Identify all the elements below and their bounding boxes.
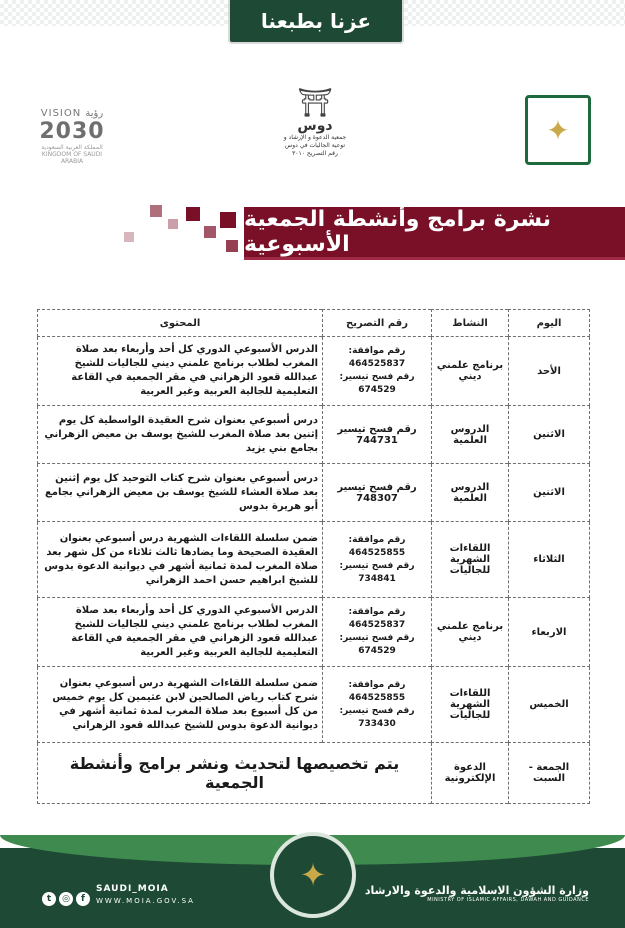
pixel-decoration: [124, 232, 134, 242]
footer-social: [96, 884, 195, 905]
license-line: 744731: [356, 434, 398, 446]
social-icons: [42, 892, 90, 906]
license-line: رقم فسح تيسير: 734841: [339, 560, 415, 584]
vision-line3: المملكة العربية السعودية KINGDOM OF SAUDI ARABIA: [41, 144, 103, 165]
activity-cell: برنامج علمني ديني: [432, 337, 509, 406]
pixel-decoration: [168, 219, 178, 229]
license-cell: [323, 464, 432, 522]
day-cell: الاربعاء: [509, 598, 590, 667]
tower-icon: ⛩: [297, 86, 333, 119]
content-cell: ضمن سلسلة اللقاءات الشهرية درس أسبوعي بعنوان شرح كتاب رياض الصالحين لابن عثيمين كل يوم خميس من كل أسبوع بعد صلاة المغرب لمدة ثمانية أشهر في ديوانية الدعوة بدوس للشيخ عبدالله قعود الزهراني: [38, 667, 323, 743]
license-line: رقم فسح تيسير: 674529: [339, 372, 415, 395]
ministry-name-english: MINISTRY OF ISLAMIC AFFAIRS, DAWAH AND GUIDANCE: [427, 897, 589, 903]
footer-ministry-name: [365, 884, 589, 903]
table-row: [38, 743, 590, 804]
banner-pattern-left: [0, 0, 228, 26]
content-cell: درس أسبوعي بعنوان شرح كتاب التوحيد كل يوم إثنين بعد صلاة العشاء للشيخ يوسف بن معيض الزهراني بجامع أبو هريرة بدوس: [38, 464, 323, 522]
dous-subtitle: جمعية الدعوة و الإرشاد و توعية الجاليات في دوس: [283, 134, 347, 149]
page-title: [244, 207, 625, 260]
license-cell: [323, 598, 432, 667]
dous-registration: رقم التصريح ٣٠١٠: [292, 150, 338, 157]
license-line: 748307: [356, 492, 398, 504]
license-line: رقم فسح تيسير: 674529: [339, 633, 415, 656]
activity-cell: اللقاءات الشهرية للجاليات: [432, 667, 509, 743]
license-cell: [323, 667, 432, 743]
schedule-table: [37, 309, 590, 804]
dous-association-logo: [280, 88, 350, 170]
activity-cell: الدروس العلمية: [432, 406, 509, 464]
license-line: رقم فسح تيسير: [337, 481, 417, 493]
activity-cell: الدروس العلمية: [432, 464, 509, 522]
weekend-note: يتم تخصيصها لتحديث ونشر برامج وأنشطة الجمعية: [38, 743, 432, 804]
license-cell: [323, 337, 432, 406]
table-row: [38, 522, 590, 598]
table-row: [38, 598, 590, 667]
vision-2030-logo: [36, 108, 108, 165]
pixel-decoration: [226, 240, 238, 252]
content-cell: الدرس الأسبوعي الدوري كل أحد وأربعاء بعد صلاة المغرب لطلاب برنامج علمني ديني للجاليات للشيخ عبدالله قعود الزهراني في مقر الجمعية في القاعة التعليمية للجالية العربية وغير العربية: [38, 598, 323, 667]
pixel-decoration: [150, 205, 162, 217]
license-line: رقم موافقة: 464525855: [348, 534, 406, 558]
website-link[interactable]: WWW.MOIA.GOV.SA: [96, 897, 195, 905]
pixel-decoration: [204, 226, 216, 238]
banner-pattern-right: [400, 0, 625, 26]
social-handle[interactable]: SAUDI_MOIA: [96, 884, 169, 894]
instagram-icon[interactable]: ◎: [59, 892, 73, 906]
slogan-text: عزنا بطبعنا: [260, 9, 372, 33]
facebook-icon[interactable]: f: [76, 892, 90, 906]
license-line: رقم فسح تيسير: 733430: [339, 705, 415, 729]
day-cell: الاثنين: [509, 406, 590, 464]
table-row: [38, 667, 590, 743]
day-cell: الجمعة - السبت: [509, 743, 590, 804]
ministry-name-arabic: وزارة الشؤون الاسلامية والدعوة والارشاد: [364, 884, 589, 897]
license-line: رقم موافقة: 464525837: [348, 607, 406, 630]
activity-cell: اللقاءات الشهرية للجاليات: [432, 522, 509, 598]
table-row: [38, 406, 590, 464]
table-header-row: [38, 310, 590, 337]
header-license: رقم التصريح: [323, 310, 432, 337]
pixel-decoration: [186, 207, 200, 221]
page-title-text: نشرة برامج وأنشطة الجمعية الأسبوعية: [244, 207, 552, 257]
license-line: رقم موافقة: 464525855: [348, 679, 406, 703]
license-cell: [323, 522, 432, 598]
footer-emblem-icon: ✦: [270, 832, 356, 918]
vision-line2: 2030: [39, 119, 105, 144]
license-line: رقم موافقة: 464525837: [348, 346, 406, 369]
header-content: المحتوى: [38, 310, 323, 337]
day-cell: الأحد: [509, 337, 590, 406]
day-cell: الثلاثاء: [509, 522, 590, 598]
day-cell: الخميس: [509, 667, 590, 743]
pixel-decoration: [220, 212, 236, 228]
dous-name: دوس: [297, 118, 333, 134]
header-activity: النشاط: [432, 310, 509, 337]
twitter-icon[interactable]: t: [42, 892, 56, 906]
day-cell: الاثنين: [509, 464, 590, 522]
slogan-banner: [228, 0, 404, 44]
activity-cell: الدعوة الإلكترونية: [432, 743, 509, 804]
table-row: [38, 337, 590, 406]
activity-cell: برنامج علمني ديني: [432, 598, 509, 667]
table-row: [38, 464, 590, 522]
content-cell: ضمن سلسلة اللقاءات الشهرية درس أسبوعي بعنوان العقيدة الصحيحة وما يضادها ثالث ثلاثاء من كل شهر بعد صلاة المغرب لمدة ثمانية أشهر في ديوانية الدعوة بدوس للشيخ ابراهيم حسن احمد الزهراني: [38, 522, 323, 598]
vision-line1: VISION رؤية: [40, 108, 104, 119]
ministry-emblem-icon: ✦: [525, 95, 591, 165]
content-cell: درس أسبوعي بعنوان شرح العقيدة الواسطية كل يوم إثنين بعد صلاة المغرب للشيخ يوسف بن معيض الزهراني بجامع بني يزيد: [38, 406, 323, 464]
header-day: اليوم: [509, 310, 590, 337]
license-cell: [323, 406, 432, 464]
content-cell: الدرس الأسبوعي الدوري كل أحد وأربعاء بعد صلاة المغرب لطلاب برنامج علمني ديني للجاليات للشيخ عبدالله قعود الزهراني في مقر الجمعية في القاعة التعليمية للجالية العربية وغير العربية: [38, 337, 323, 406]
license-line: رقم فسح تيسير: [337, 423, 417, 435]
